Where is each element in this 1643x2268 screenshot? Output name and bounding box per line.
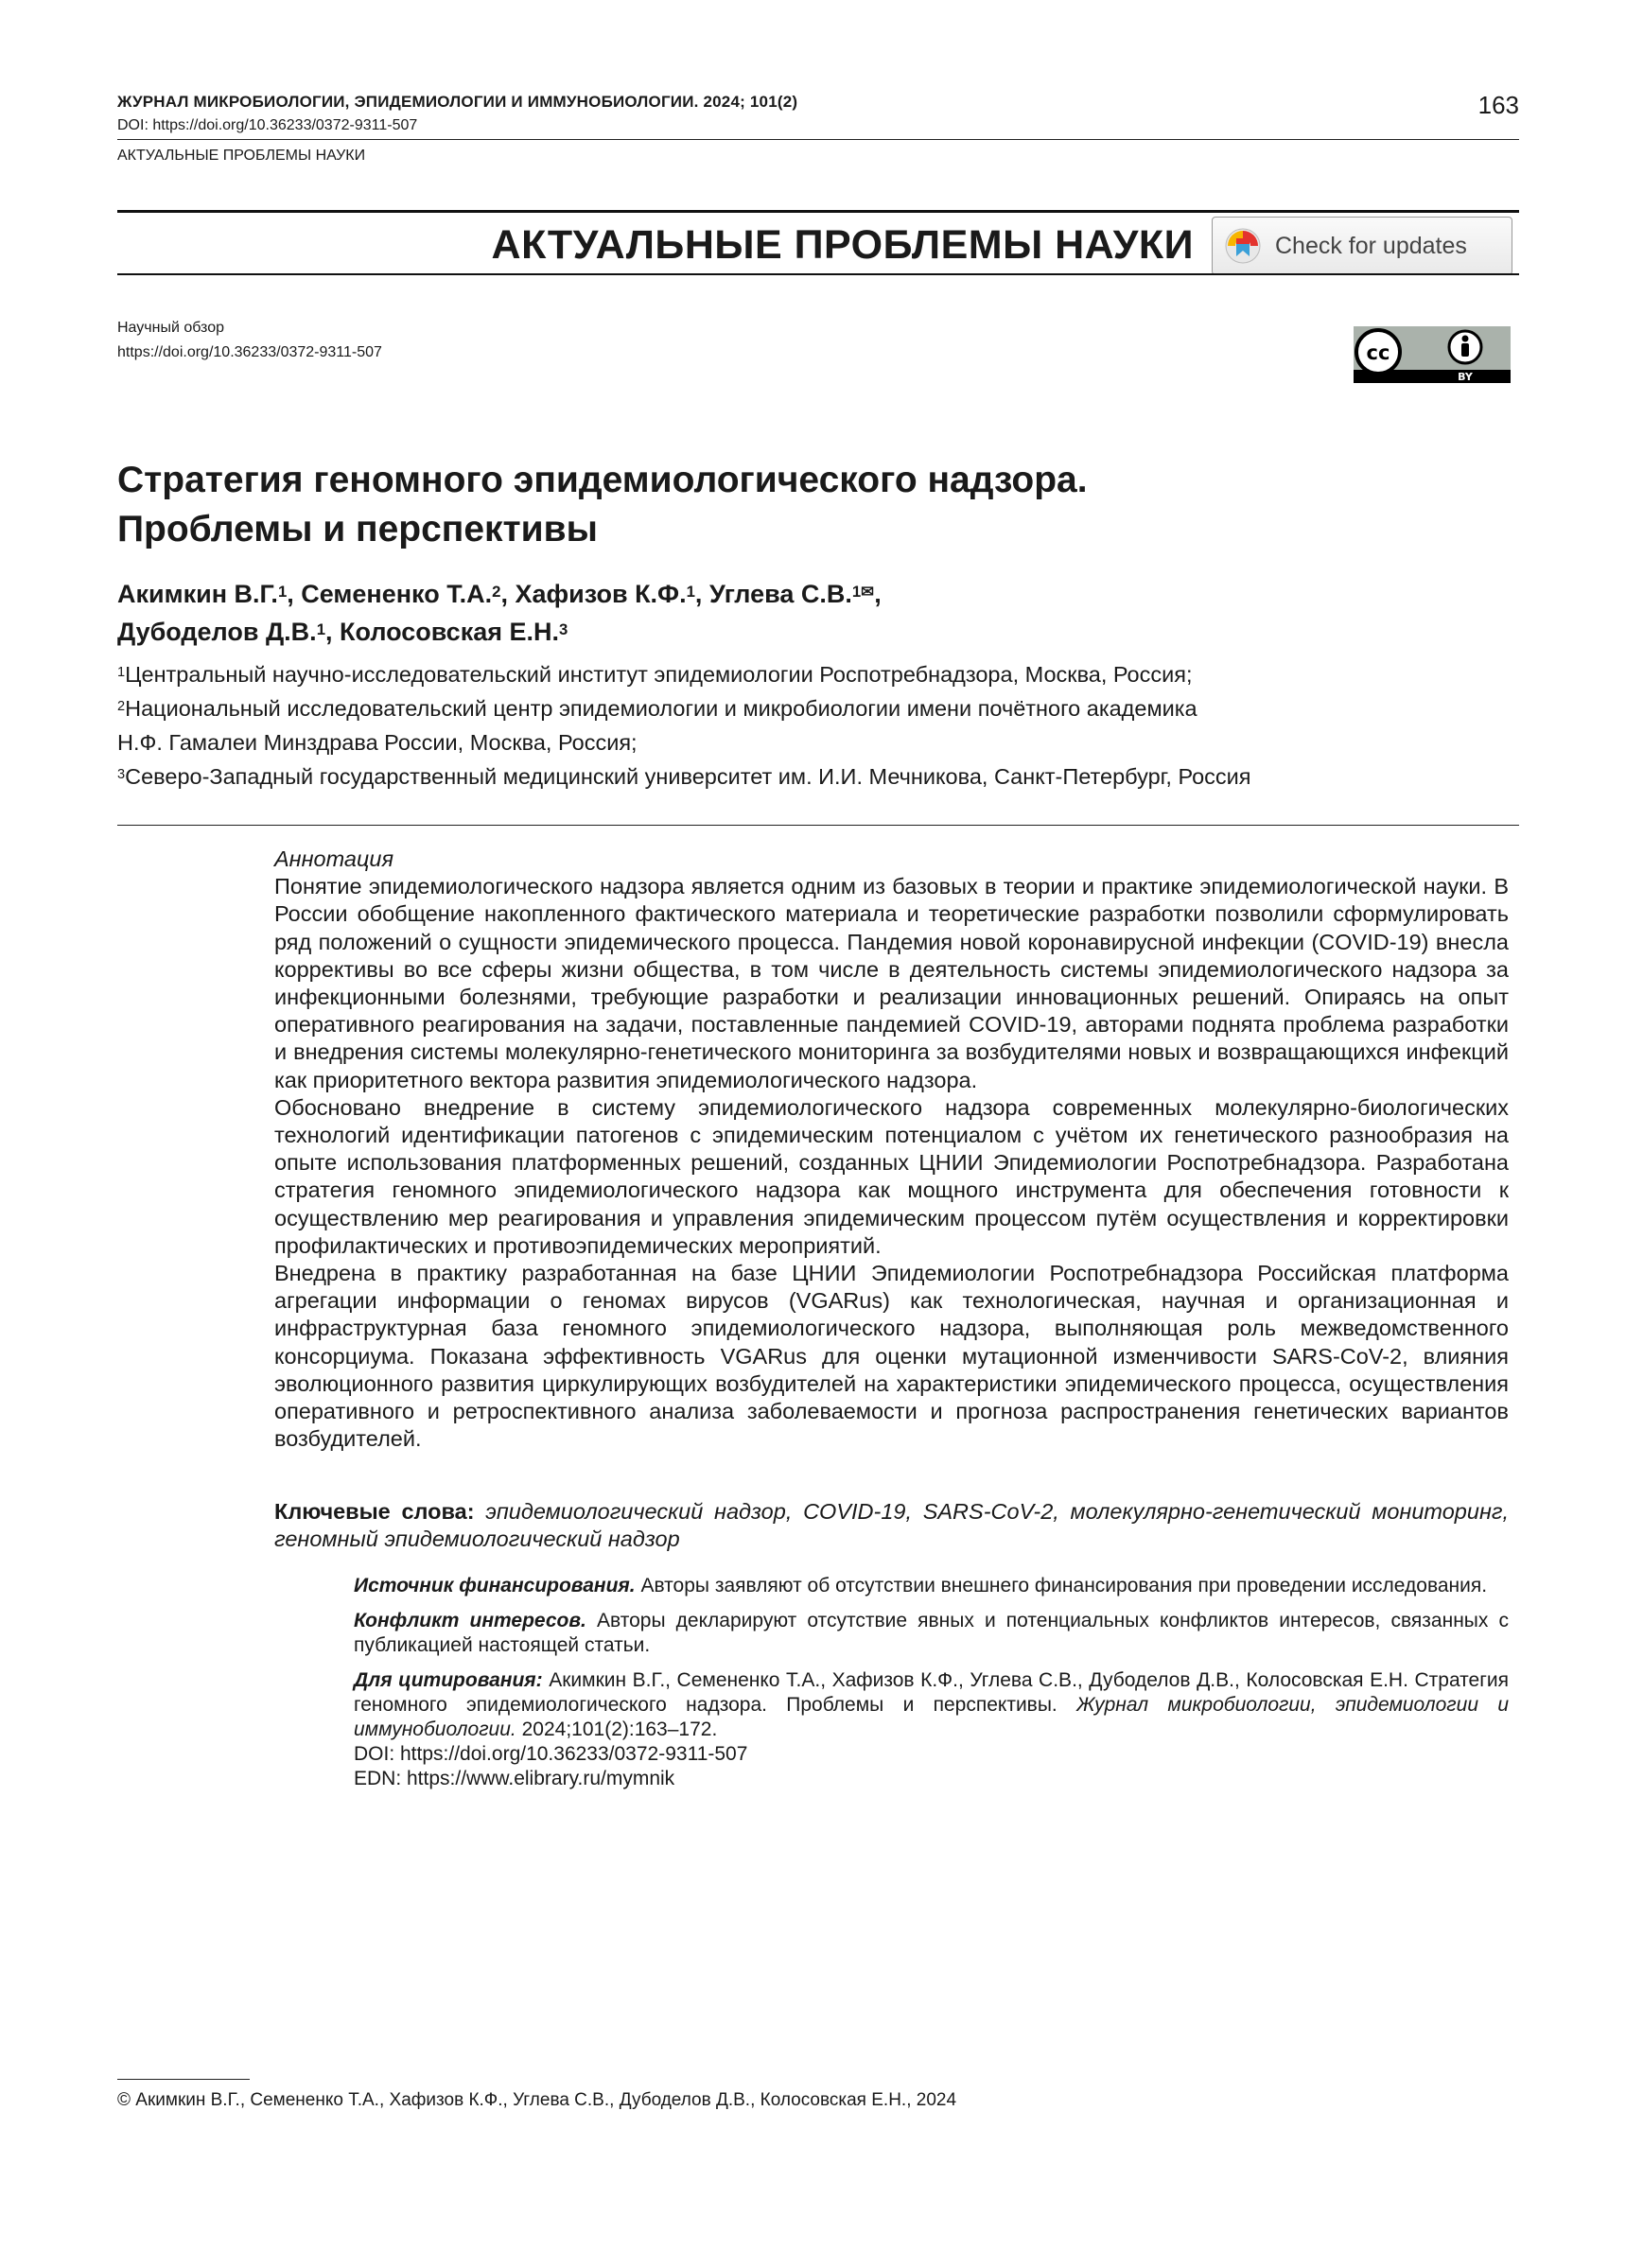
funding-text: Авторы заявляют об отсутствии внешнего финансирования при проведении исследования.	[640, 1575, 1488, 1596]
author-affil-sup: 2	[492, 583, 501, 601]
abstract-paragraph: Внедрена в практику разработанная на базе ЦНИИ Эпидемиологии Роспотребнадзора Российская платформа агрегации информации о геномах вирусов (VGARus) как технологическая, научная и организационная и инфраструктурная база геномного эпидемиологического надзора, выполняющая роль межведомственного консорциума. Показана эффективность VGARus для оценки мутационной изменчивости SARS-CoV-2, влияния эволюционного развития циркулирующих возбудителей на характеристики эпидемического процесса, осуществления оперативного и ретроспективного анализа заболеваемости и прогноза распространения генетических вариантов возбудителей.	[274, 1261, 1509, 1452]
affiliation-sup: 3	[117, 767, 126, 782]
citation-edn-link[interactable]: EDN: https://www.elibrary.ru/mymnik	[354, 1768, 675, 1789]
section-title: АКТУАЛЬНЫЕ ПРОБЛЕМЫ НАУКИ	[491, 222, 1194, 268]
author-affil-sup: 1✉	[851, 583, 875, 601]
article-title	[117, 456, 1088, 554]
author-affil-sup: 1	[277, 583, 288, 601]
citation-doi-link[interactable]: DOI: https://doi.org/10.36233/0372-9311-507	[354, 1743, 748, 1765]
funding-label: Источник финансирования.	[354, 1575, 636, 1596]
author-separator: ,	[694, 580, 709, 608]
cc-letters: cc	[1366, 341, 1390, 364]
author-affil-sup: 1	[316, 620, 325, 638]
keywords-label: Ключевые слова:	[274, 1499, 475, 1524]
funding-statement	[354, 1574, 1509, 1598]
citation-text: Акимкин В.Г., Семененко Т.А., Хафизов К.Ф., Углева С.В., Дубоделов Д.В., Колосовская Е.Н. Стратегия геномного эпидемиологического надзора. Проблемы и перспективы.	[354, 1669, 1509, 1716]
affiliation-sup: 1	[117, 665, 126, 680]
author-affil-sup: 3	[559, 620, 568, 638]
author-line-2	[117, 613, 882, 651]
copyright-notice: © Акимкин В.Г., Семененко Т.А., Хафизов К.Ф., Углева С.В., Дубоделов Д.В., Колосовская Е.Н., 2024	[117, 2090, 957, 2110]
affiliation-text: Национальный исследовательский центр эпидемиологии и микробиологии имени почётного академика	[125, 696, 1197, 721]
by-letters: BY	[1458, 371, 1473, 383]
journal-header: ЖУРНАЛ МИКРОБИОЛОГИИ, ЭПИДЕМИОЛОГИИ И ИММУНОБИОЛОГИИ. 2024; 101(2)	[117, 93, 798, 111]
article-type: Научный обзор	[117, 320, 224, 336]
author-line-1	[117, 575, 882, 613]
article-doi-link[interactable]: https://doi.org/10.36233/0372-9311-507	[117, 344, 382, 360]
author-name[interactable]: Углева С.В.	[708, 580, 852, 608]
conflict-statement	[354, 1609, 1509, 1658]
check-for-updates-button[interactable]	[1212, 217, 1512, 275]
conflict-text: Авторы декларируют отсутствие явных и потенциальных конфликтов интересов, связанных с публикацией настоящей статьи.	[354, 1610, 1510, 1656]
abstract-paragraph: Обосновано внедрение в систему эпидемиологического надзора современных молекулярно-биологических технологий идентификации патогенов с эпидемическим потенциалом с учётом их генетического разнообразия на опыте использования платформенных решений, созданных ЦНИИ Эпидемиологии Роспотребнадзора. Разработана стратегия геномного эпидемиологического надзора как мощного инструмента для обеспечения готовности к осуществлению мер реагирования и управления эпидемическим процессом путём осуществления и корректировки профилактических и противоэпидемических мероприятий.	[274, 1094, 1509, 1258]
author-separator: ,	[500, 580, 516, 608]
cc-by-icon[interactable]	[1354, 326, 1511, 383]
author-name[interactable]: Акимкин В.Г.	[117, 580, 278, 608]
abstract-paragraph: Понятие эпидемиологического надзора является одним из базовых в теории и практике эпидемиологической науки. В России обобщение накопленного фактического материала и теоретические разработки позволили сформулировать ряд положений о сущности эпидемического процесса. Пандемия новой коронавирусной инфекции (COVID-19) внесла коррективы во все сферы жизни общества, в том числе в деятельность системы эпидемиологического надзора за инфекционными болезнями, требующие разработки и реализации инновационных решений. Опираясь на опыт оперативного реагирования на задачи, поставленные пандемией COVID-19, авторами поднята проблема разработки и внедрения системы молекулярно-генетического мониторинга за возбудителями новых и возвращающихся инфекций как приоритетного вектора развития эпидемиологического надзора.	[274, 874, 1509, 1092]
keywords-text: эпидемиологический надзор, COVID-19, SARS-CoV-2, молекулярно-генетический мониторинг, геномный эпидемиологический надзор	[274, 1499, 1509, 1552]
footnote-divider	[117, 2079, 250, 2080]
affiliation-text: Центральный научно-исследовательский институт эпидемиологии Роспотребнадзора, Москва, Россия;	[125, 662, 1193, 687]
affiliation-text: Северо-Западный государственный медицинский университет им. И.И. Мечникова, Санкт-Петербург, Россия	[125, 764, 1251, 789]
abstract-divider	[117, 825, 1519, 826]
affiliation-list	[117, 657, 1251, 794]
section-top-rule	[117, 210, 1519, 213]
header-section-label: АКТУАЛЬНЫЕ ПРОБЛЕМЫ НАУКИ	[117, 148, 366, 164]
author-list	[117, 575, 882, 651]
page-number: 163	[1477, 91, 1519, 119]
citation-block	[354, 1668, 1509, 1742]
check-for-updates-label: Check for updates	[1275, 232, 1467, 259]
keywords	[274, 1498, 1509, 1553]
affiliation-sup: 2	[117, 699, 126, 714]
section-bottom-rule	[117, 273, 1519, 275]
header-divider	[117, 139, 1519, 140]
author-separator: ,	[874, 580, 882, 608]
abstract-heading: Аннотация	[274, 846, 394, 871]
affiliation-item	[117, 759, 1251, 794]
affiliation-item	[117, 657, 1251, 691]
author-name[interactable]: Колосовская Е.Н.	[340, 618, 559, 646]
header-doi[interactable]: DOI: https://doi.org/10.36233/0372-9311-507	[117, 117, 418, 133]
author-separator: ,	[325, 618, 341, 646]
affiliation-text: Н.Ф. Гамалеи Минздрава России, Москва, Россия;	[117, 730, 638, 755]
article-meta	[354, 1574, 1509, 1791]
affiliation-item	[117, 725, 1251, 759]
author-affil-sup: 1	[686, 583, 695, 601]
author-name[interactable]: Дубоделов Д.В.	[117, 618, 317, 646]
article-title-line-1: Стратегия геномного эпидемиологического надзора.	[117, 460, 1088, 500]
citation-issue: 2024;101(2):163–172.	[521, 1718, 718, 1740]
abstract	[274, 846, 1509, 1453]
author-separator: ,	[287, 580, 302, 608]
citation-journal: Журнал микробиологии, эпидемиологии и иммунобиологии.	[354, 1694, 1510, 1740]
affiliation-item	[117, 691, 1251, 725]
article-title-line-2: Проблемы и перспективы	[117, 509, 598, 550]
crossmark-icon	[1224, 227, 1262, 265]
author-name[interactable]: Семененко Т.А.	[301, 580, 493, 608]
conflict-label: Конфликт интересов.	[354, 1610, 586, 1631]
citation-label: Для цитирования:	[354, 1669, 543, 1691]
author-name[interactable]: Хафизов К.Ф.	[515, 580, 687, 608]
